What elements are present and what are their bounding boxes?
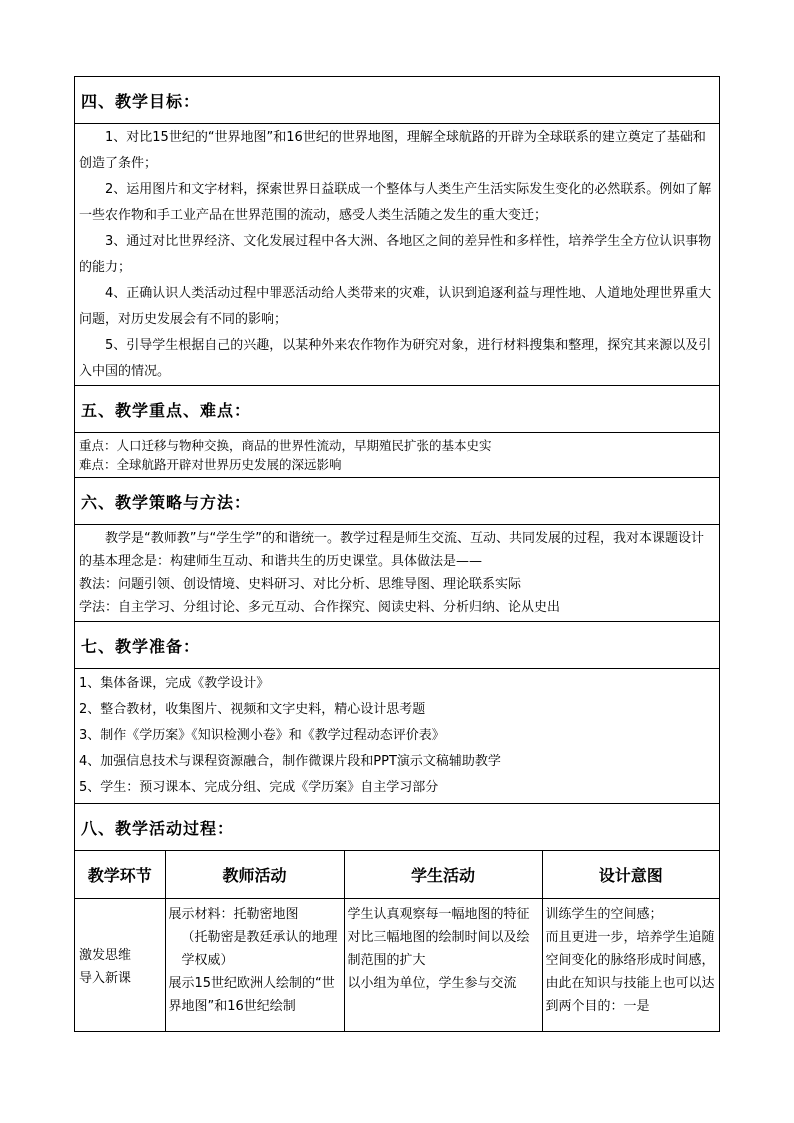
student-activity-cell bbox=[344, 899, 542, 1032]
preparation-heading: 七、教学准备： bbox=[75, 622, 719, 669]
objectives-heading: 四、教学目标： bbox=[75, 77, 719, 124]
column-header-stage: 教学环节 bbox=[75, 851, 165, 899]
student-line: 学生认真观察每一幅地图的特征 bbox=[347, 907, 530, 922]
preparation-item: 5、学生：预习课本、完成分组、完成《学历案》自主学习部分 bbox=[79, 780, 439, 795]
teacher-line: 展示材料：托勒密地图 bbox=[168, 907, 299, 922]
process-table-wrap bbox=[75, 851, 719, 1031]
focus-text: 重点：人口迁移与物种交换，商品的世界性流动，早期殖民扩张的基本史实 bbox=[79, 438, 492, 453]
teacher-line: 展示15世纪欧洲人绘制的“世界地图”和16世纪绘制 bbox=[168, 976, 335, 1014]
teaching-method: 教法：问题引领、创设情境、史料研习、对比分析、思维导图、理论联系实际 bbox=[79, 577, 522, 592]
student-line: 以小组为单位，学生参与交流 bbox=[347, 976, 517, 991]
column-header-intent: 设计意图 bbox=[542, 851, 719, 899]
preparation-item: 2、整合教材，收集图片、视频和文字史料，精心设计思考题 bbox=[79, 702, 426, 717]
strategy-heading: 六、教学策略与方法： bbox=[75, 478, 719, 525]
teacher-activity-cell bbox=[165, 899, 344, 1032]
difficulty-text: 难点：全球航路开辟对世界历史发展的深远影响 bbox=[79, 457, 342, 472]
preparation-list bbox=[75, 669, 719, 804]
stage-line: 激发思维 bbox=[79, 948, 132, 963]
student-line: 对比三幅地图的绘制时间以及绘制范围的扩大 bbox=[347, 930, 530, 968]
stage-cell bbox=[75, 899, 165, 1032]
objective-item: 3、通过对比世界经济、文化发展过程中各大洲、各地区之间的差异性和多样性，培养学生全方位认识事物的能力； bbox=[79, 234, 712, 275]
key-points-heading: 五、教学重点、难点： bbox=[75, 386, 719, 433]
stage-line: 导入新课 bbox=[79, 971, 132, 986]
column-header-teacher: 教师活动 bbox=[165, 851, 344, 899]
preparation-item: 4、加强信息技术与课程资源融合，制作微课片段和PPT演示文稿辅助教学 bbox=[79, 754, 501, 769]
objective-item: 2、运用图片和文字材料，探索世界日益联成一个整体与人类生产生活实际发生变化的必然联系。例如了解一些农作物和手工业产品在世界范围的流动，感受人类生活随之发生的重大变迁； bbox=[79, 182, 712, 223]
column-header-student: 学生活动 bbox=[344, 851, 542, 899]
preparation-item: 3、制作《学历案》《知识检测小卷》和《教学过程动态评价表》 bbox=[79, 728, 445, 743]
key-points-body bbox=[75, 433, 719, 478]
table-header-row bbox=[75, 851, 719, 899]
objectives-list bbox=[75, 124, 719, 386]
learning-method: 学法：自主学习、分组讨论、多元互动、合作探究、阅读史料、分析归纳、论从史出 bbox=[79, 600, 561, 615]
process-heading: 八、教学活动过程： bbox=[75, 804, 719, 851]
intent-line: 而且更进一步，培养学生追随空间变化的脉络形成时间感，由此在知识与技能上也可以达到两个目的：一是 bbox=[545, 930, 715, 1014]
objective-item: 5、引导学生根据自己的兴趣，以某种外来农作物作为研究对象，进行材料搜集和整理，探究其来源以及引入中国的情况。 bbox=[79, 338, 712, 379]
strategy-intro: 教学是“教师教”与“学生学”的和谐统一。教学过程是师生交流、互动、共同发展的过程，我对本课题设计的基本理念是：构建师生互动、和谐共生的历史课堂。具体做法是—— bbox=[79, 531, 704, 569]
intent-line: 训练学生的空间感； bbox=[545, 907, 663, 922]
objective-item: 1、对比15世纪的“世界地图”和16世纪的世界地图，理解全球航路的开辟为全球联系的建立奠定了基础和创造了条件； bbox=[79, 130, 706, 171]
design-intent-cell bbox=[542, 899, 719, 1032]
strategy-body bbox=[75, 525, 719, 622]
table-row bbox=[75, 899, 719, 1032]
process-table bbox=[75, 851, 719, 1031]
teacher-line: （托勒密是教廷承认的地理学权威） bbox=[181, 930, 338, 968]
preparation-item: 1、集体备课，完成《教学设计》 bbox=[79, 676, 270, 691]
lesson-plan-document bbox=[74, 76, 720, 1032]
objective-item: 4、正确认识人类活动过程中罪恶活动给人类带来的灾难，认识到追逐利益与理性地、人道地处理世界重大问题，对历史发展会有不同的影响； bbox=[79, 286, 712, 327]
